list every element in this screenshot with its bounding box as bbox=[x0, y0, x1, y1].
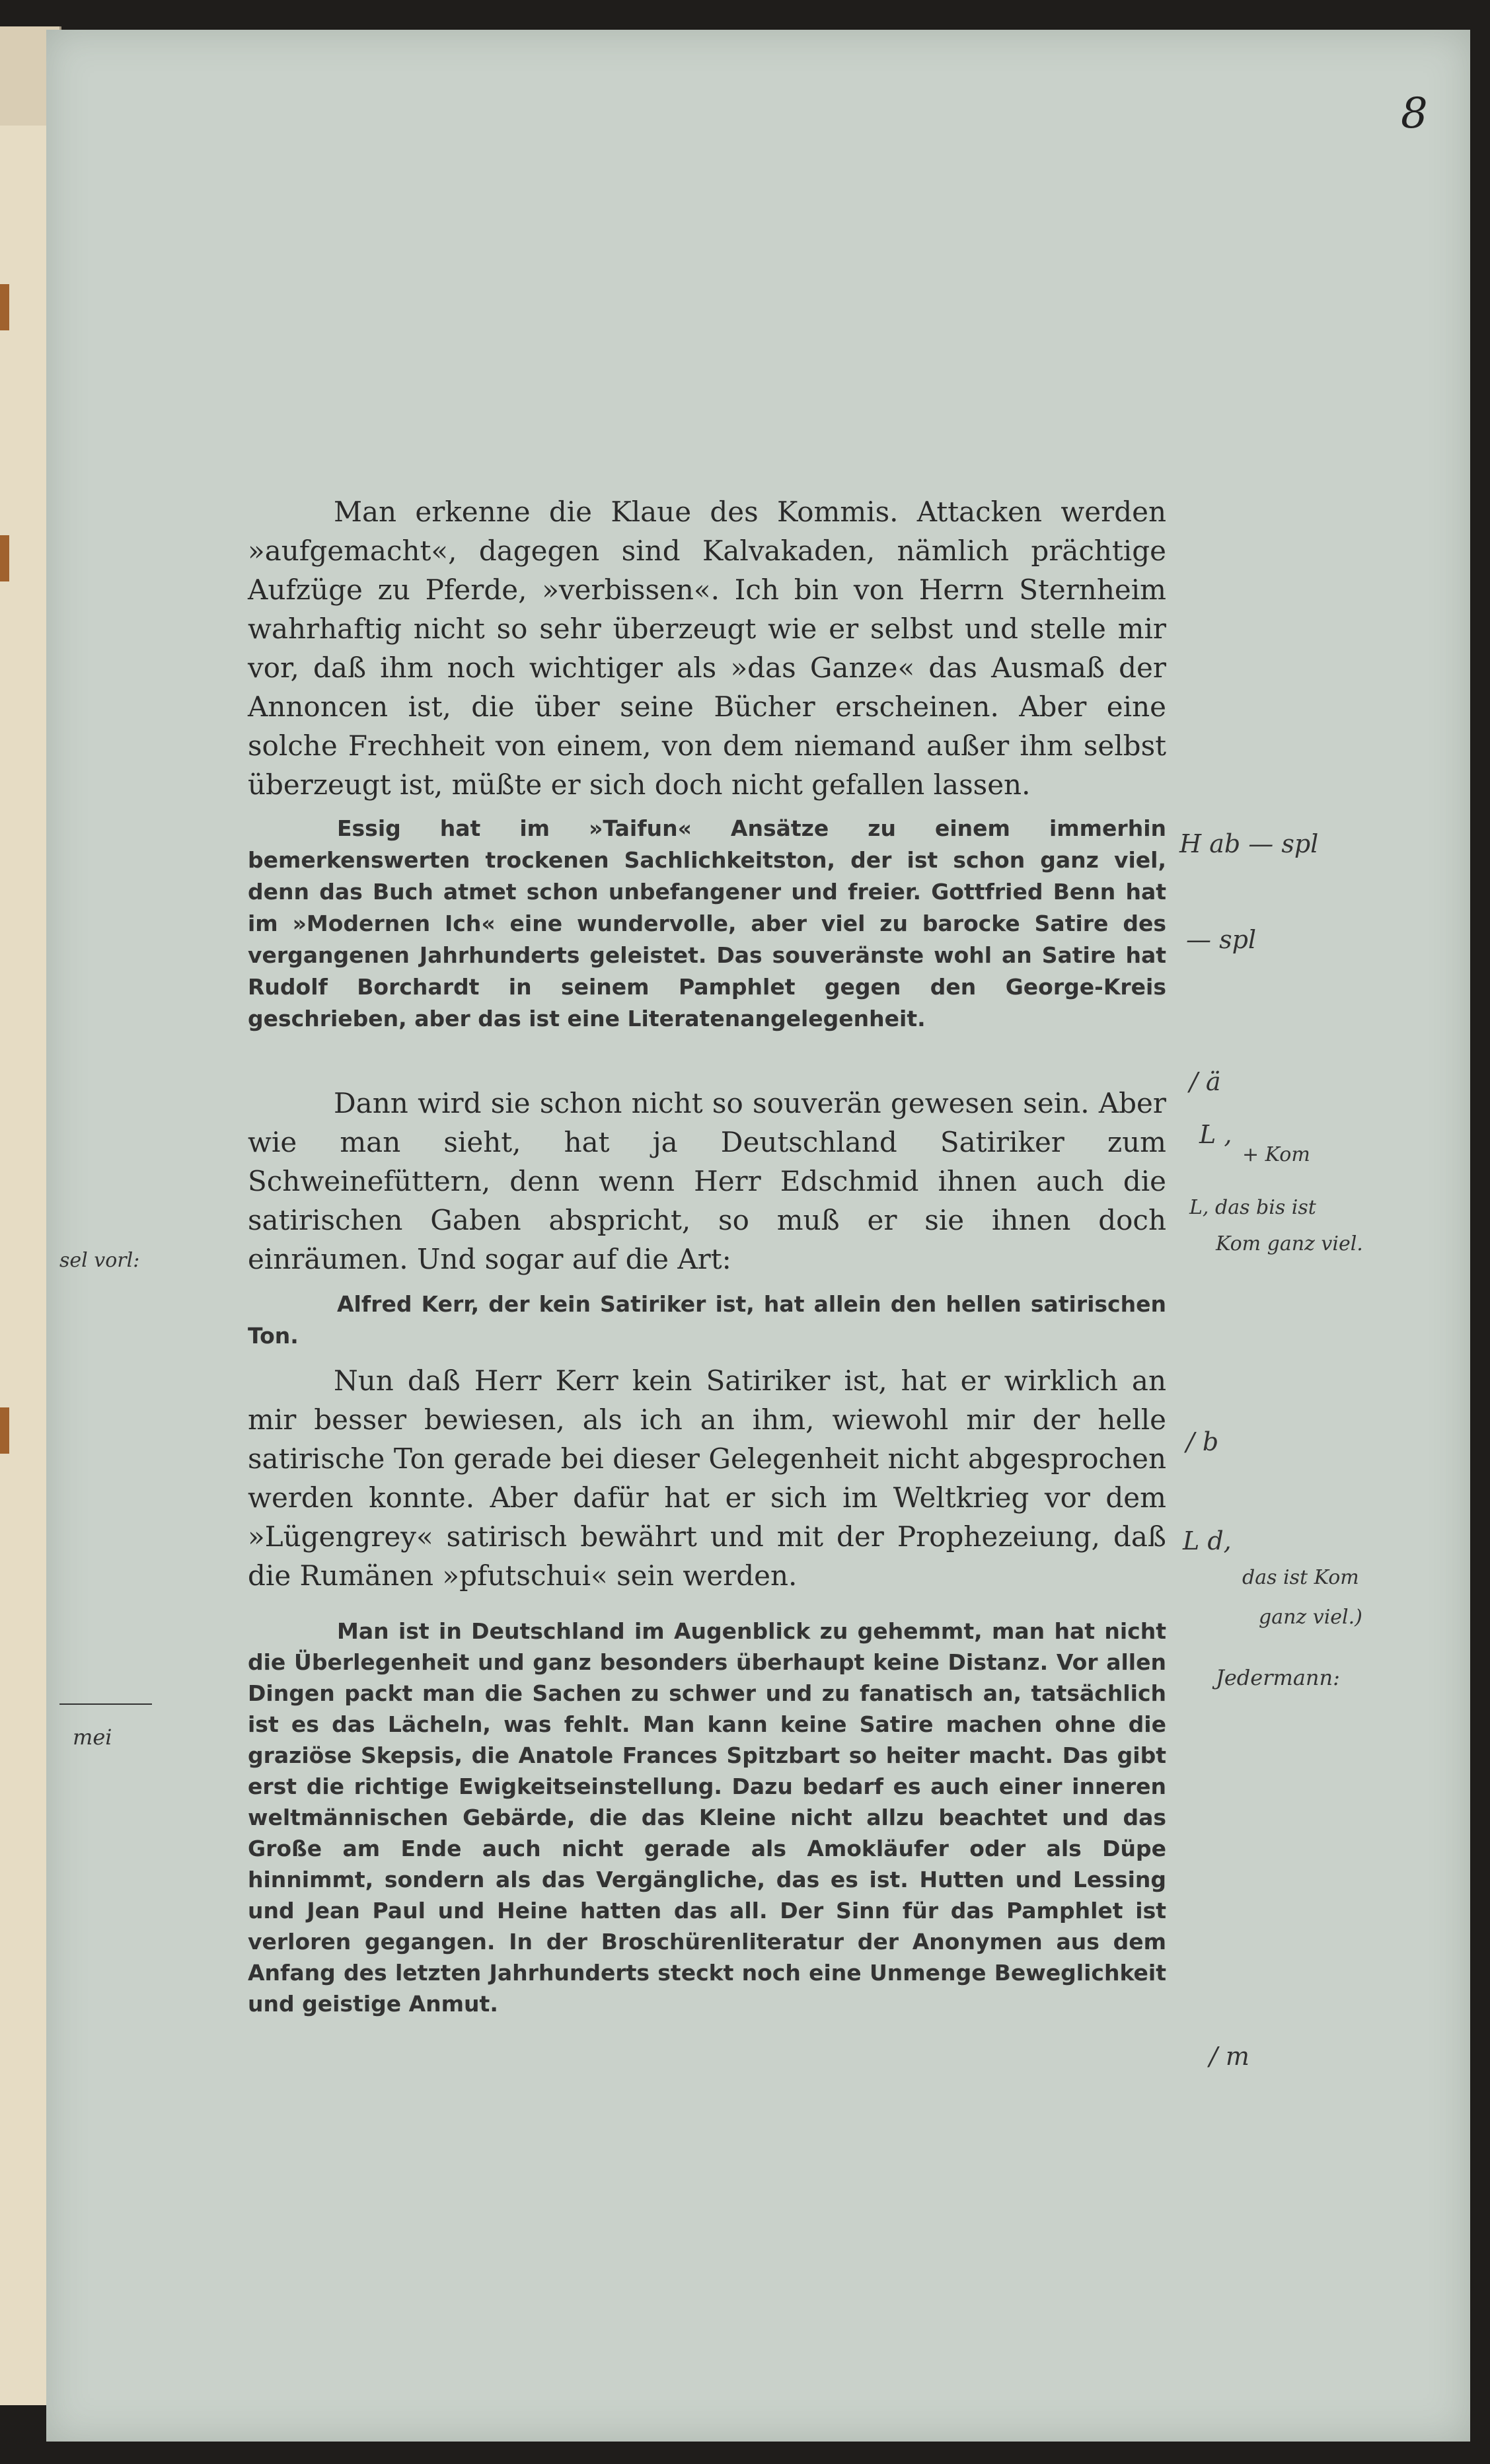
margin-note: / b bbox=[1186, 1427, 1219, 1456]
margin-note: ganz viel.) bbox=[1259, 1606, 1362, 1629]
margin-note: + Kom bbox=[1242, 1143, 1310, 1166]
quote-2: Alfred Kerr, der kein Satiriker ist, hat allein den hellen satirischen Ton. bbox=[248, 1291, 1166, 1349]
margin-note: sel vorl: bbox=[59, 1249, 140, 1272]
margin-note: das ist Kom bbox=[1242, 1566, 1359, 1589]
paragraph-1: Man erkenne die Klaue des Kommis. Attacken werden »aufgemacht«, dagegen sind Kalvakaden, nämlich prächtige Aufzüge zu Pferde, »verbissen«. Ich bin von Herrn Sternheim wahrhaftig nicht so sehr überzeugt wie er selbst und stelle mir vor, daß ihm noch wichtiger als »das Ganze« das Ausmaß der Annoncen ist, die über seine Bücher erscheinen. Aber eine solche Frechheit von einem, von dem niemand außer ihm selbst überzeugt ist, müßte er sich doch nicht gefallen lassen. bbox=[248, 496, 1166, 801]
margin-note: / ä bbox=[1189, 1067, 1221, 1096]
margin-note: — spl bbox=[1186, 925, 1257, 954]
quote-1: Essig hat im »Taifun« Ansätze zu einem immerhin bemerkenswerten trockenen Sachlichkeitston, der ist schon ganz viel, denn das Buch atmet schon unbefangener und freier. Gottfried Benn hat im »Modernen Ich« eine wundervolle, aber viel zu barocke Satire des vergangenen Jahrhunderts geleistet. Das souveränste wohl an Satire hat Rudolf Borchardt in seinem Pamphlet gegen den George-Kreis geschrieben, aber das ist eine Literatenangelegenheit. bbox=[248, 815, 1166, 1031]
quote-3: Man ist in Deutschland im Augenblick zu gehemmt, man hat nicht die Überlegenheit und ganz besonders überhaupt keine Distanz. Vor allen Dingen packt man die Sachen zu schwer und zu fanatisch an, tatsächlich ist es das Lächeln, was fehlt. Man kann keine Satire machen ohne die graziöse Skepsis, die Anatole Frances Spitzbart so heiter macht. Das gibt erst die richtige Ewigkeitseinstellung. Dazu bedarf es auch einer inneren weltmännischen Gebärde, die das Kleine nicht allzu beachtet und das Große am Ende auch nicht gerade als Amokläufer oder als Düpe hinnimmt, sondern als das Vergängliche, das es ist. Hutten und Lessing und Jean Paul und Heine hatten das all. Der Sinn für das Pamphlet ist verloren gegangen. In der Broschürenliteratur der Anonymen aus dem Anfang des letzten Jahrhunderts steckt noch eine Unmenge Beweglichkeit und geistige Anmut. bbox=[248, 1618, 1166, 2017]
margin-rule bbox=[59, 1703, 152, 1705]
margin-note: Jedermann: bbox=[1216, 1665, 1340, 1690]
paragraph-2: Dann wird sie schon nicht so souverän gewesen sein. Aber wie man sieht, hat ja Deutschland Satiriker zum Schweinefüttern, denn wenn Herr Edschmid ihnen auch die satirischen Gaben abspricht, so muß er sie ihnen doch einräumen. Und sogar auf die Art: bbox=[248, 1087, 1166, 1275]
page-number: 8 bbox=[1401, 89, 1428, 138]
spine-mark bbox=[0, 284, 9, 330]
spine-mark bbox=[0, 535, 9, 581]
margin-note: mei bbox=[73, 1725, 112, 1750]
margin-note: L, das bis ist bbox=[1189, 1196, 1316, 1219]
spine-label-strip bbox=[0, 126, 46, 2405]
paragraph-3: Nun daß Herr Kerr kein Satiriker ist, hat er wirklich an mir besser bewiesen, als ich an ihm, wiewohl mir der helle satirische Ton gerade bei dieser Gelegenheit nicht abgesprochen werden konnte. Aber dafür hat er sich im Weltkrieg vor dem »Lügengrey« satirisch bewährt und mit der Prophezeiung, daß die Rumänen »pfutschui« sein werden. bbox=[248, 1364, 1166, 1592]
spine-mark bbox=[0, 1407, 9, 1454]
margin-note: Kom ganz viel. bbox=[1216, 1232, 1363, 1255]
margin-note: L d, bbox=[1183, 1526, 1232, 1555]
margin-note: L , bbox=[1199, 1120, 1232, 1149]
margin-note: H ab — spl bbox=[1179, 829, 1319, 858]
margin-note: / m bbox=[1209, 2042, 1249, 2071]
